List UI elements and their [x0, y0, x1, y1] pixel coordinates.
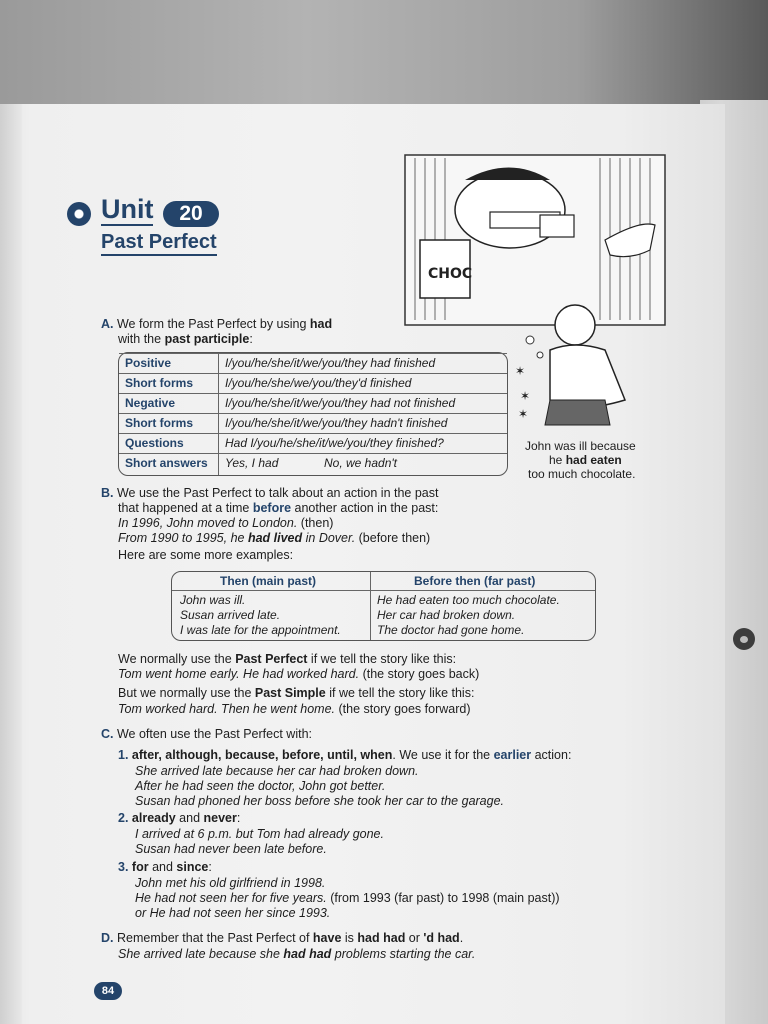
page-number-badge: 84: [94, 982, 122, 1000]
john-head: [555, 305, 595, 345]
item-1-example-2: After he had seen the doctor, John got better.: [135, 779, 386, 793]
then-table-header-2: Before then (far past): [414, 574, 536, 588]
section-b-line-5: Here are some more examples:: [118, 548, 294, 562]
item-3-example-3: or He had not seen her since 1993.: [135, 906, 331, 920]
section-c-intro: C. We often use the Past Perfect with:: [101, 727, 312, 741]
section-d-line-1: D. Remember that the Past Perfect of have is had had or 'd had.: [101, 931, 464, 945]
section-d-example: She arrived late because she had had problems starting the car.: [118, 947, 476, 961]
choc-box-label: CHOC: [428, 266, 473, 282]
item-1-example-1: She arrived late because her car had broken down.: [135, 764, 419, 778]
item-1-example-3: Susan had phoned her boss before she took her car to the garage.: [135, 794, 505, 808]
caption-line-3: too much chocolate.: [528, 467, 636, 481]
item-3-example-2: He had not seen her for five years. (from 1993 (far past) to 1998 (main past)): [135, 891, 560, 905]
page-binding: [0, 104, 22, 1024]
normal-usage-1: We normally use the Past Perfect if we tell the story like this:: [118, 652, 457, 666]
before-cell-2: Her car had broken down.: [377, 608, 516, 622]
forms-row-questions: Questions Had I/you/he/she/it/we/you/they finished?: [119, 433, 507, 454]
item-2-example-1: I arrived at 6 p.m. but Tom had already gone.: [135, 827, 384, 841]
forms-row-short-1: Short forms I/you/he/she/we/you/they'd finished: [119, 373, 507, 394]
normal-usage-2-example: Tom worked hard. Then he went home. (the story goes forward): [118, 702, 471, 716]
item-3-example-1: John met his old girlfriend in 1998.: [135, 876, 326, 890]
forms-row-negative: Negative I/you/he/she/it/we/you/they had not finished: [119, 393, 507, 414]
item-2-example-2: Susan had never been late before.: [135, 842, 327, 856]
section-a-intro: A. We form the Past Perfect by using had: [101, 317, 333, 331]
forms-row-short-answers: Short answers Yes, I had No, we hadn't: [119, 453, 507, 474]
dizzy-star-2: ✶: [520, 389, 531, 403]
then-table-divider: [370, 572, 371, 640]
then-cell-2: Susan arrived late.: [180, 608, 281, 622]
forms-table: [118, 352, 508, 476]
before-cell-1: He had eaten too much chocolate.: [377, 593, 560, 607]
bubble-dot-2: [537, 352, 543, 358]
then-cell-1: John was ill.: [180, 593, 246, 607]
background-top: [0, 0, 768, 120]
section-b-line-4: From 1990 to 1995, he had lived in Dover. (before then): [118, 531, 431, 545]
section-c-item-1: 1. after, although, because, before, until, when. We use it for the earlier action:: [118, 748, 572, 762]
john-skirt: [545, 400, 610, 425]
dizzy-star-1: ✶: [515, 364, 526, 378]
section-b-line-1: B. We use the Past Perfect to talk about an action in the past: [101, 486, 439, 500]
then-cell-3: I was late for the appointment.: [180, 623, 341, 637]
section-a-intro-2: with the past participle:: [118, 332, 253, 346]
normal-usage-1-example: Tom went home early. He had worked hard. (the story goes back): [118, 667, 480, 681]
section-c-item-2: 2. already and never:: [118, 811, 241, 825]
dizzy-star-3: ✶: [518, 407, 529, 421]
then-table-header-line: [172, 590, 595, 591]
caption-line-2: he had eaten: [549, 453, 622, 467]
bubble-dot-1: [526, 336, 534, 344]
section-c-item-3: 3. for and since:: [118, 860, 212, 874]
page-title: Past Perfect: [101, 230, 217, 256]
chocolate-bar: [540, 215, 574, 237]
normal-usage-2: But we normally use the Past Simple if we tell the story like this:: [118, 686, 475, 700]
caption-line-1: John was ill because: [525, 439, 636, 453]
section-b-line-2: that happened at a time before another action in the past:: [118, 501, 439, 515]
forms-row-positive: Positive I/you/he/she/it/we/you/they had finished: [119, 353, 507, 374]
unit-label: Unit: [101, 194, 154, 224]
before-cell-3: The doctor had gone home.: [377, 623, 525, 637]
unit-number-badge: 20: [163, 201, 219, 227]
forms-row-short-2: Short forms I/you/he/she/it/we/you/they hadn't finished: [119, 413, 507, 434]
binder-ring-hole: [740, 636, 748, 643]
section-b-line-3: In 1996, John moved to London. (then): [118, 516, 334, 530]
then-table-header-1: Then (main past): [220, 574, 317, 588]
then-before-table: [171, 571, 596, 641]
unit-bullet-icon: [67, 202, 91, 226]
john-body: [550, 345, 625, 408]
